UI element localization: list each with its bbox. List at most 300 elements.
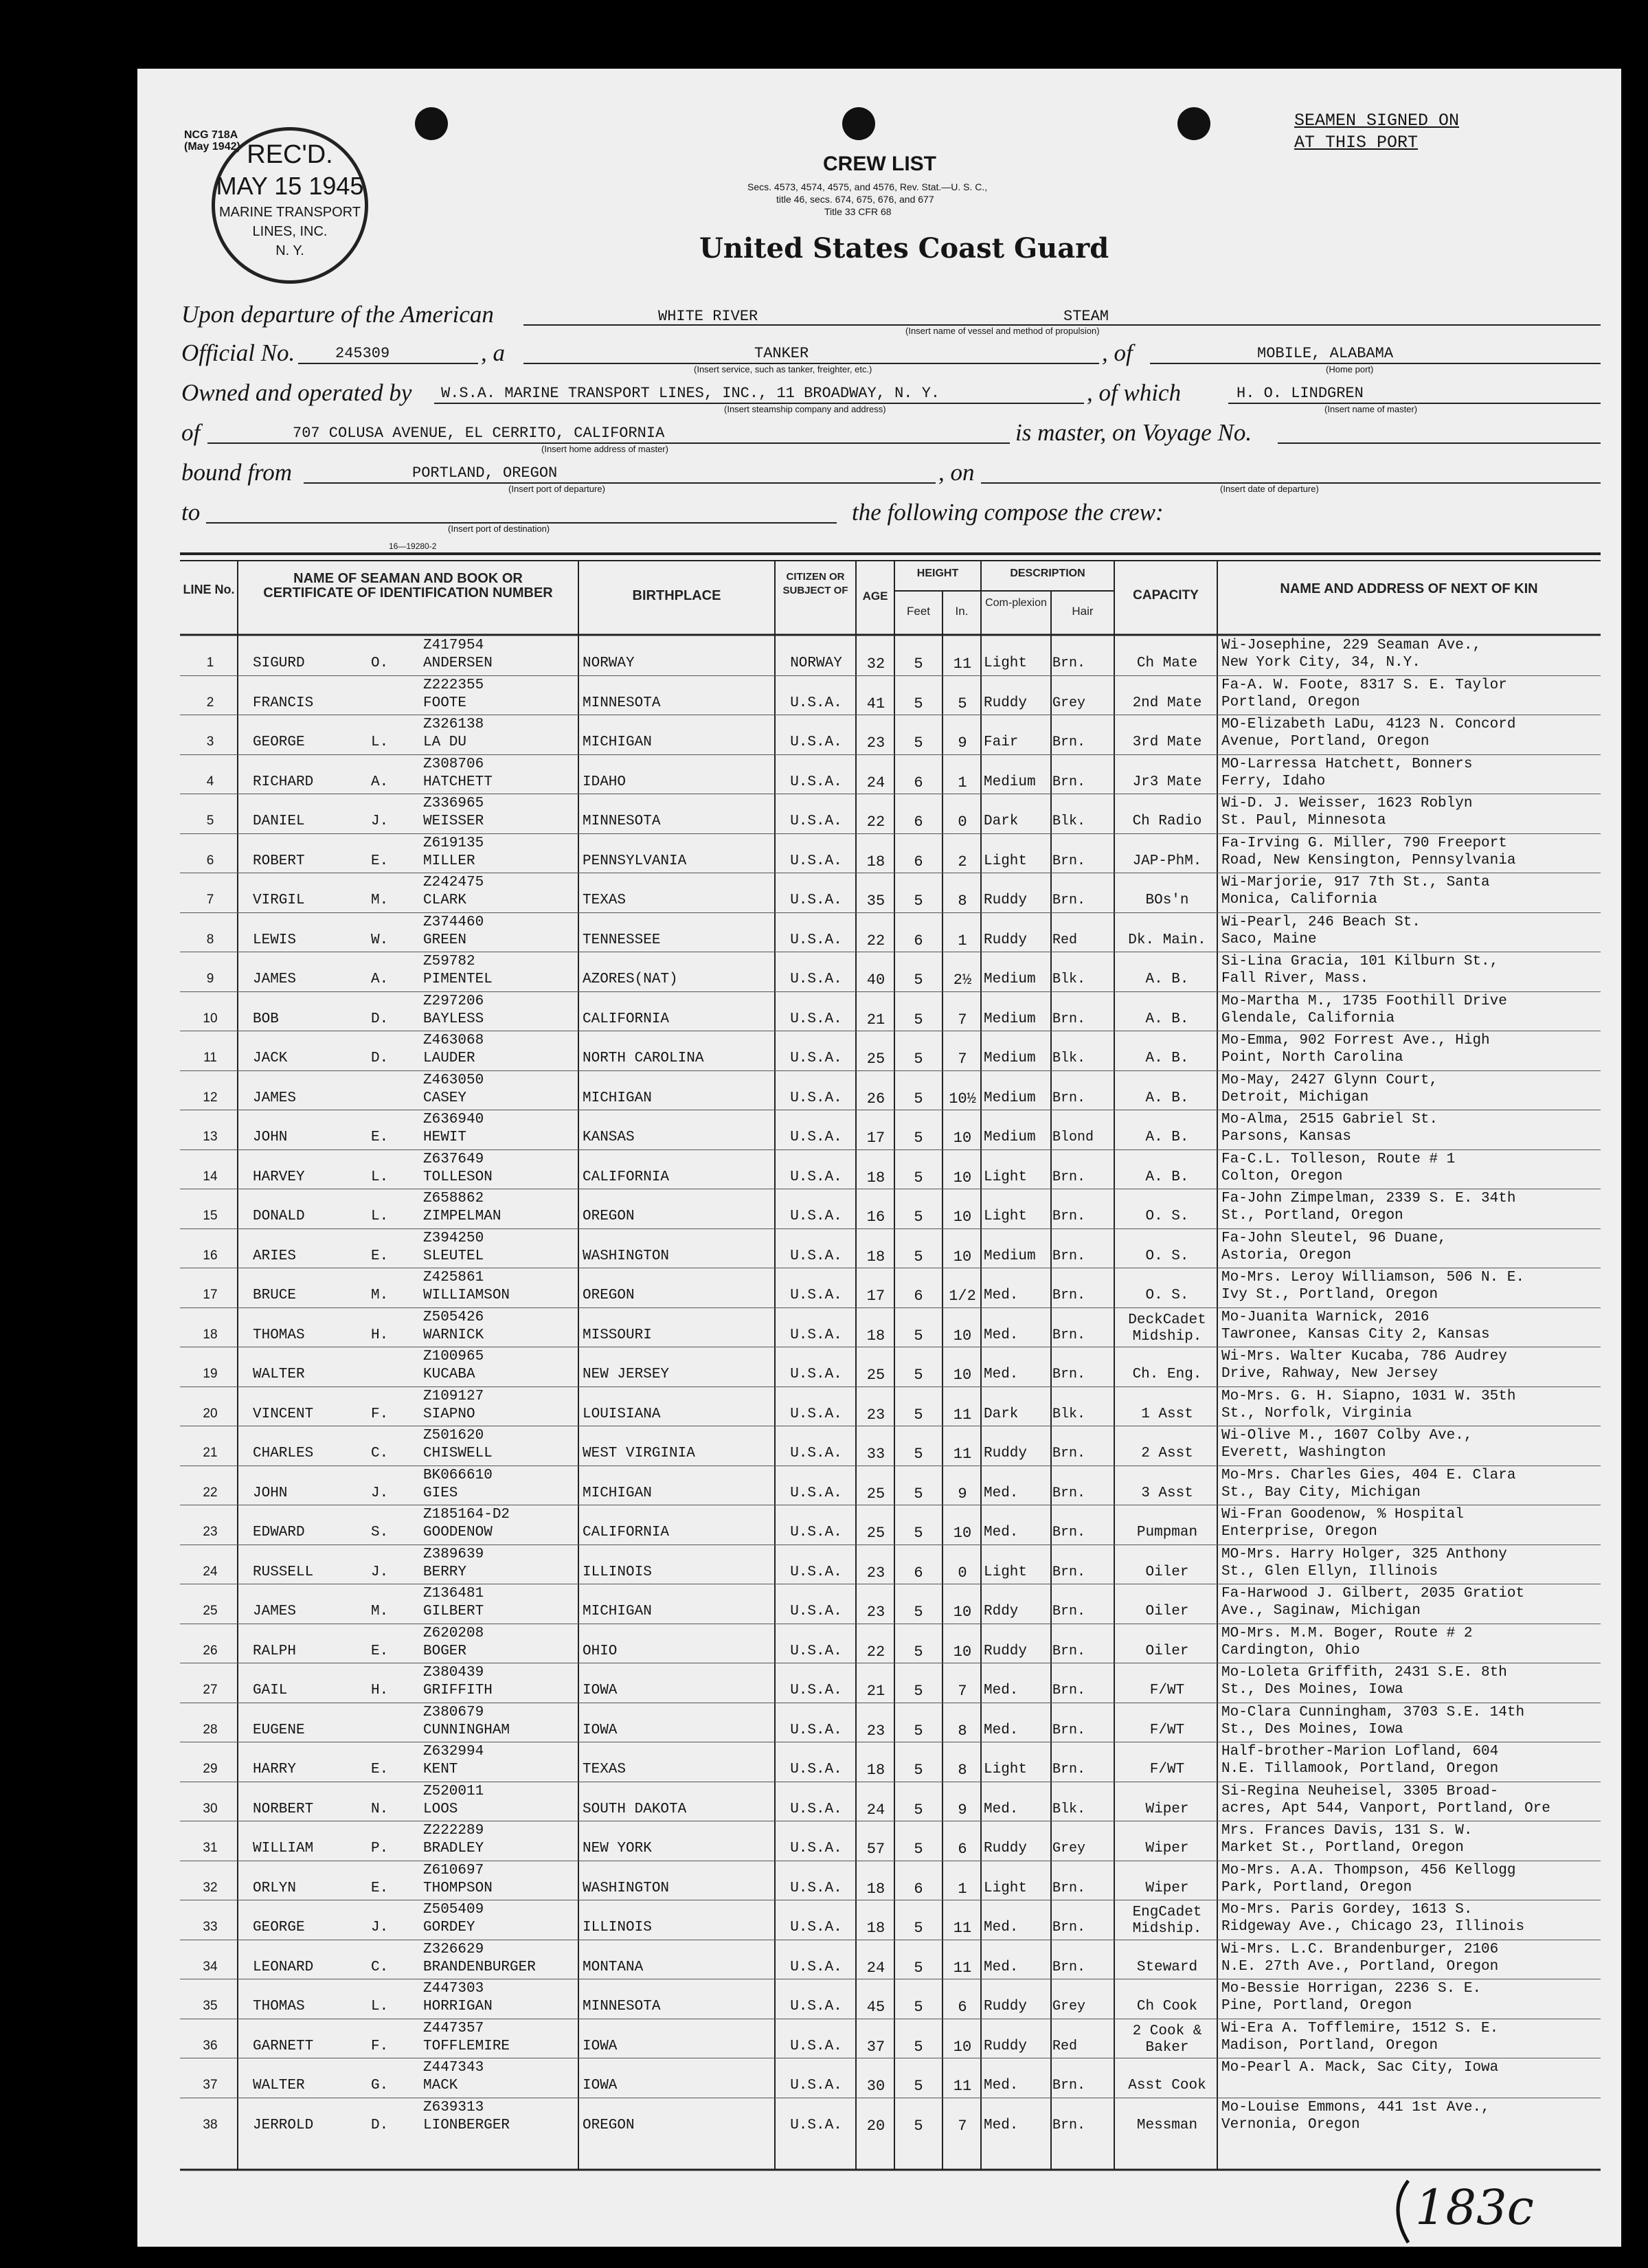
cell-age: 24: [866, 1959, 885, 1977]
cell-cert: Z394250: [423, 1230, 484, 1246]
cell-mid: M.: [371, 892, 389, 908]
cell-kin2: Ivy St., Portland, Oregon: [1221, 1287, 1438, 1303]
statutes-line-1: Secs. 4573, 4574, 4575, and 4576, Rev. Stat.—U. S. C.,: [747, 181, 988, 192]
cell-mid: D.: [371, 1051, 389, 1066]
hint-departure-port: (Insert port of departure): [508, 484, 605, 494]
cell-age: 22: [866, 932, 885, 950]
cell-complexion: Light: [984, 1169, 1028, 1185]
cell-citizen: U.S.A.: [790, 1011, 842, 1027]
cell-feet: 6: [914, 932, 923, 950]
cell-capacity: F/WT: [1149, 1722, 1185, 1738]
cell-last: SIAPNO: [423, 1406, 475, 1422]
cell-hair: Brn.: [1052, 1525, 1086, 1540]
cell-kin1: Mo-Louise Emmons, 441 1st Ave.,: [1221, 2099, 1490, 2115]
cell-kin1: Si-Lina Gracia, 101 Kilburn St.,: [1221, 954, 1499, 969]
cell-feet: 5: [914, 1327, 923, 1345]
cell-citizen: U.S.A.: [790, 1169, 842, 1185]
cell-birthplace: WASHINGTON: [583, 1880, 670, 1896]
cell-citizen: U.S.A.: [790, 1643, 842, 1659]
print-code: 16—19280-2: [389, 541, 437, 551]
cell-feet: 5: [914, 1248, 923, 1266]
cell-capacity: Ch Cook: [1136, 1999, 1198, 2014]
cell-mid: E.: [371, 1762, 389, 1777]
cell-kin2: Parsons, Kansas: [1221, 1129, 1352, 1145]
cell-cert: Z308706: [423, 756, 484, 772]
cell-birthplace: NEW JERSEY: [583, 1367, 670, 1382]
cell-birthplace: MINNESOTA: [583, 1999, 661, 2014]
cell-kin2: acres, Apt 544, Vanport, Portland, Ore: [1221, 1800, 1550, 1817]
cell-mid: M.: [371, 1604, 389, 1619]
cell-hair: Brn.: [1052, 1485, 1086, 1501]
cell-inches: 2½: [953, 972, 972, 989]
cell-kin1: Wi-Era A. Tofflemire, 1512 S. E.: [1221, 2020, 1499, 2036]
cell-line: 34: [203, 1959, 218, 1974]
cell-birthplace: MONTANA: [583, 1959, 644, 1975]
cell-birthplace: MINNESOTA: [583, 695, 661, 711]
cell-kin2: N.E. 27th Ave., Portland, Oregon: [1221, 1958, 1499, 1975]
cell-feet: 5: [914, 1604, 923, 1621]
cell-age: 18: [866, 1248, 885, 1266]
cell-age: 37: [866, 2038, 885, 2056]
cell-hair: Brn.: [1052, 1367, 1086, 1382]
row-divider: [180, 675, 1601, 676]
cell-inches: 7: [958, 1683, 967, 1700]
cell-age: 18: [866, 1880, 885, 1898]
cell-age: 18: [866, 1327, 885, 1345]
cell-inches: 7: [958, 2117, 967, 2135]
cell-line: 33: [203, 1920, 218, 1934]
cell-first: JAMES: [253, 1604, 297, 1619]
cell-last: ANDERSEN: [423, 655, 493, 671]
cell-inches: 0: [958, 813, 967, 831]
cell-capacity: A. B.: [1145, 1011, 1189, 1027]
cell-mid: M.: [371, 1288, 389, 1303]
cell-line: 30: [203, 1801, 218, 1816]
cell-mid: D.: [371, 2117, 389, 2133]
cell-feet: 6: [914, 1288, 923, 1305]
cell-birthplace: MICHIGAN: [583, 1090, 652, 1106]
cell-age: 30: [866, 2078, 885, 2095]
cell-capacity: A. B.: [1145, 1169, 1189, 1185]
header-feet: Feet: [906, 605, 931, 618]
cell-kin2: Drive, Rahway, New Jersey: [1221, 1366, 1438, 1382]
cell-last: GILBERT: [423, 1604, 484, 1619]
cell-mid: A.: [371, 972, 389, 987]
label-of-which: , of which: [1087, 379, 1182, 406]
cell-birthplace: MINNESOTA: [583, 813, 661, 829]
cell-kin1: Mo-Alma, 2515 Gabriel St.: [1221, 1112, 1438, 1127]
cell-kin2: St., Portland, Oregon: [1221, 1208, 1403, 1224]
cell-cert: Z505409: [423, 1902, 484, 1918]
cell-line: 26: [203, 1643, 218, 1658]
cell-kin2: Astoria, Oregon: [1221, 1247, 1352, 1264]
cell-complexion: Ruddy: [984, 2038, 1028, 2054]
cell-complexion: Medium: [984, 1051, 1036, 1066]
cell-hair: Blk.: [1052, 1051, 1086, 1066]
cell-capacity: Ch Mate: [1136, 655, 1198, 671]
cell-first: ORLYN: [253, 1880, 297, 1896]
cell-birthplace: TENNESSEE: [583, 932, 661, 948]
hint-destination: (Insert port of destination): [448, 524, 550, 534]
cell-capacity: Pumpman: [1136, 1525, 1198, 1540]
cell-birthplace: MICHIGAN: [583, 734, 652, 750]
cell-birthplace: NORTH CAROLINA: [583, 1051, 704, 1066]
cell-age: 25: [866, 1485, 885, 1503]
cell-cert: Z326138: [423, 717, 484, 732]
cell-citizen: U.S.A.: [790, 1209, 842, 1224]
cell-first: THOMAS: [253, 1327, 305, 1343]
cell-capacity: EngCadet Midship.: [1132, 1905, 1202, 1937]
cell-kin2: St., Norfolk, Virginia: [1221, 1405, 1412, 1422]
cell-last: PIMENTEL: [423, 972, 493, 987]
cell-hair: Blk.: [1052, 813, 1086, 829]
cell-complexion: Ruddy: [984, 1643, 1028, 1659]
cell-last: WARNICK: [423, 1327, 484, 1343]
hint-company: (Insert steamship company and address): [724, 404, 886, 414]
cell-age: 23: [866, 734, 885, 752]
cell-hair: Brn.: [1052, 2117, 1086, 2133]
cell-line: 20: [203, 1406, 218, 1421]
cell-birthplace: WASHINGTON: [583, 1248, 670, 1264]
cell-hair: Blk.: [1052, 1801, 1086, 1817]
cell-feet: 5: [914, 1801, 923, 1819]
cell-last: FOOTE: [423, 695, 467, 711]
cell-mid: H.: [371, 1327, 389, 1343]
cell-mid: P.: [371, 1841, 389, 1856]
cell-feet: 5: [914, 695, 923, 712]
cell-kin1: Wi-Olive M., 1607 Colby Ave.,: [1221, 1428, 1473, 1444]
cell-line: 27: [203, 1683, 218, 1697]
cell-capacity: Oiler: [1145, 1564, 1189, 1580]
cell-line: 32: [203, 1880, 218, 1895]
cell-complexion: Med.: [984, 1288, 1019, 1303]
field-bound-from: PORTLAND, OREGON: [412, 464, 558, 482]
statutes-line-3: Title 33 CFR 68: [824, 206, 892, 217]
cell-inches: 5: [958, 695, 967, 712]
cell-complexion: Ruddy: [984, 892, 1028, 908]
cell-kin2: Road, New Kensington, Pennsylvania: [1221, 852, 1516, 868]
cell-feet: 5: [914, 734, 923, 752]
cell-complexion: Med.: [984, 1327, 1019, 1343]
cell-kin1: Wi-Pearl, 246 Beach St.: [1221, 914, 1421, 930]
cell-cert: Z222289: [423, 1823, 484, 1839]
cell-cert: Z100965: [423, 1349, 484, 1365]
cell-complexion: Med.: [984, 1920, 1019, 1935]
cell-last: WILLIAMSON: [423, 1288, 510, 1303]
cell-kin2: Cardington, Ohio: [1221, 1642, 1360, 1659]
cell-complexion: Med.: [984, 1722, 1019, 1738]
header-age: AGE: [862, 590, 888, 603]
cell-line: 8: [206, 932, 214, 947]
cell-inches: 9: [958, 1801, 967, 1819]
cell-complexion: Ruddy: [984, 932, 1028, 948]
cell-age: 17: [866, 1130, 885, 1147]
cell-last: KENT: [423, 1762, 458, 1777]
label-departure: Upon departure of the American: [181, 301, 494, 328]
field-master: H. O. LINDGREN: [1237, 385, 1364, 402]
cell-citizen: NORWAY: [790, 655, 842, 671]
cell-capacity: Asst Cook: [1128, 2078, 1206, 2093]
cell-inches: 1/2: [949, 1288, 976, 1305]
cell-feet: 5: [914, 1051, 923, 1068]
cell-complexion: Med.: [984, 2078, 1019, 2093]
cell-mid: N.: [371, 1801, 389, 1817]
cell-citizen: U.S.A.: [790, 1327, 842, 1343]
cell-birthplace: IOWA: [583, 2078, 618, 2093]
cell-inches: 2: [958, 853, 967, 871]
cell-kin1: Wi-Fran Goodenow, % Hospital: [1221, 1507, 1464, 1523]
cell-kin1: Mo-Juanita Warnick, 2016: [1221, 1309, 1430, 1325]
cell-hair: Brn.: [1052, 1011, 1086, 1027]
label-official-no: Official No.: [181, 339, 295, 366]
cell-inches: 1: [958, 1880, 967, 1898]
cell-kin2: New York City, 34, N.Y.: [1221, 655, 1421, 671]
cell-mid: F.: [371, 1406, 389, 1422]
cell-birthplace: LOUISIANA: [583, 1406, 661, 1422]
cell-complexion: Medium: [984, 1090, 1036, 1106]
cell-age: 24: [866, 1801, 885, 1819]
cell-cert: Z658862: [423, 1191, 484, 1206]
row-divider: [180, 1228, 1601, 1229]
form-title: CREW LIST: [823, 153, 936, 175]
cell-hair: Brn.: [1052, 1604, 1086, 1619]
cell-feet: 5: [914, 1209, 923, 1226]
cell-birthplace: OREGON: [583, 1209, 635, 1224]
cell-cert: Z297206: [423, 993, 484, 1009]
cell-kin2: Vernonia, Oregon: [1221, 2116, 1360, 2133]
cell-age: 21: [866, 1011, 885, 1029]
cell-kin1: Fa-John Sleutel, 96 Duane,: [1221, 1230, 1447, 1246]
cell-age: 35: [866, 892, 885, 910]
cell-capacity: F/WT: [1149, 1683, 1185, 1698]
cell-cert: Z620208: [423, 1625, 484, 1641]
cell-first: BOB: [253, 1011, 279, 1027]
cell-citizen: U.S.A.: [790, 1604, 842, 1619]
cell-first: JOHN: [253, 1130, 288, 1145]
cell-complexion: Ruddy: [984, 1841, 1028, 1856]
cell-feet: 6: [914, 774, 923, 791]
cell-kin1: Fa-Harwood J. Gilbert, 2035 Gratiot: [1221, 1586, 1525, 1602]
cell-birthplace: CALIFORNIA: [583, 1169, 670, 1185]
cell-mid: E.: [371, 1130, 389, 1145]
cell-inches: 7: [958, 1051, 967, 1068]
cell-birthplace: PENNSYLVANIA: [583, 853, 687, 869]
cell-birthplace: NORWAY: [583, 655, 635, 671]
cell-hair: Brn.: [1052, 1880, 1086, 1896]
cell-hair: Grey: [1052, 695, 1086, 711]
field-propulsion: STEAM: [1063, 308, 1109, 325]
cell-feet: 5: [914, 1683, 923, 1700]
cell-line: 11: [203, 1051, 217, 1065]
header-complexion: Com-plexion: [985, 597, 1047, 609]
cell-kin1: Half-brother-Marion Lofland, 604: [1221, 1744, 1499, 1760]
cell-citizen: U.S.A.: [790, 1683, 842, 1698]
row-divider: [180, 1070, 1601, 1071]
cell-kin1: Mo-Martha M., 1735 Foothill Drive: [1221, 993, 1507, 1009]
field-owner: W.S.A. MARINE TRANSPORT LINES, INC., 11 BROADWAY, N. Y.: [441, 385, 940, 402]
cell-first: SIGURD: [253, 655, 305, 671]
cell-first: BRUCE: [253, 1288, 297, 1303]
cell-citizen: U.S.A.: [790, 813, 842, 829]
cell-kin2: Pine, Portland, Oregon: [1221, 1998, 1412, 2014]
cell-mid: A.: [371, 774, 389, 790]
cell-birthplace: OREGON: [583, 1288, 635, 1303]
cell-age: 45: [866, 1999, 885, 2016]
cell-feet: 6: [914, 1880, 923, 1898]
cell-feet: 5: [914, 1367, 923, 1384]
cell-age: 40: [866, 972, 885, 989]
cell-last: TOFFLEMIRE: [423, 2038, 510, 2054]
cell-line: 18: [203, 1327, 218, 1342]
label-on: , on: [938, 459, 975, 486]
cell-birthplace: IDAHO: [583, 774, 627, 790]
cell-kin1: MO-Mrs. Harry Holger, 325 Anthony: [1221, 1546, 1507, 1562]
cell-citizen: U.S.A.: [790, 1722, 842, 1738]
cell-line: 9: [206, 972, 214, 986]
cell-complexion: Fair: [984, 734, 1019, 750]
cell-capacity: Oiler: [1145, 1604, 1189, 1619]
cell-inches: 11: [953, 1959, 972, 1977]
cell-cert: Z380439: [423, 1665, 484, 1681]
cell-line: 10: [203, 1011, 218, 1026]
header-capacity: CAPACITY: [1133, 588, 1199, 603]
cell-capacity: Oiler: [1145, 1643, 1189, 1659]
cell-capacity: Wiper: [1145, 1801, 1189, 1817]
cell-feet: 5: [914, 2038, 923, 2056]
cell-feet: 6: [914, 853, 923, 871]
cell-capacity: 3rd Mate: [1132, 734, 1202, 750]
cell-kin1: Wi-Josephine, 229 Seaman Ave.,: [1221, 638, 1482, 653]
row-divider: [180, 1149, 1601, 1150]
cell-hair: Brn.: [1052, 1288, 1086, 1303]
cell-last: LIONBERGER: [423, 2117, 510, 2133]
cell-feet: 5: [914, 1959, 923, 1977]
cell-kin1: Mo-Mrs. A.A. Thompson, 456 Kellogg: [1221, 1862, 1516, 1878]
cell-complexion: Light: [984, 655, 1028, 671]
cell-cert: Z222355: [423, 677, 484, 693]
cell-first: GARNETT: [253, 2038, 314, 2054]
cell-cert: Z374460: [423, 914, 484, 930]
cell-kin1: MO-Elizabeth LaDu, 4123 N. Concord: [1221, 717, 1516, 732]
cell-mid: C.: [371, 1959, 389, 1975]
field-vessel-name: WHITE RIVER: [658, 308, 758, 325]
cell-age: 26: [866, 1090, 885, 1108]
cell-citizen: U.S.A.: [790, 2038, 842, 2054]
cell-complexion: Medium: [984, 972, 1036, 987]
cell-complexion: Med.: [984, 1683, 1019, 1698]
cell-feet: 5: [914, 1090, 923, 1108]
cell-last: CLARK: [423, 892, 467, 908]
cell-kin2: Monica, California: [1221, 892, 1377, 908]
cell-mid: E.: [371, 1643, 389, 1659]
label-bound-from: bound from: [181, 459, 293, 486]
cell-inches: 10: [953, 1130, 972, 1147]
cell-capacity: Wiper: [1145, 1841, 1189, 1856]
hint-master-address: (Insert home address of master): [541, 444, 668, 454]
cell-age: 18: [866, 1762, 885, 1779]
cell-kin2: Detroit, Michigan: [1221, 1089, 1369, 1105]
cell-birthplace: AZORES(NAT): [583, 972, 678, 987]
hint-home-port: (Home port): [1326, 364, 1374, 374]
cell-complexion: Ruddy: [984, 1446, 1028, 1461]
cell-hair: Brn.: [1052, 1169, 1086, 1185]
cell-birthplace: SOUTH DAKOTA: [583, 1801, 687, 1817]
cell-inches: 10: [953, 1643, 972, 1661]
header-description: DESCRIPTION: [1010, 568, 1085, 579]
cell-line: 2: [206, 695, 214, 710]
cell-cert: Z619135: [423, 835, 484, 851]
label-compose: the following compose the crew:: [852, 499, 1164, 526]
cell-citizen: U.S.A.: [790, 1525, 842, 1540]
cell-kin1: Wi-Mrs. L.C. Brandenburger, 2106: [1221, 1941, 1499, 1957]
cell-last: LOOS: [423, 1801, 458, 1817]
cell-inches: 10: [953, 1327, 972, 1345]
cell-line: 14: [203, 1169, 218, 1184]
cell-cert: Z389639: [423, 1546, 484, 1562]
cell-inches: 6: [958, 1999, 967, 2016]
cell-hair: Brn.: [1052, 1446, 1086, 1461]
cell-birthplace: OHIO: [583, 1643, 618, 1659]
cell-citizen: U.S.A.: [790, 1051, 842, 1066]
cell-line: 21: [203, 1446, 218, 1460]
cell-inches: 10: [953, 1169, 972, 1187]
field-master-address: 707 COLUSA AVENUE, EL CERRITO, CALIFORNIA: [293, 425, 665, 442]
cell-inches: 11: [953, 1920, 972, 1937]
cell-kin2: St., Bay City, Michigan: [1221, 1484, 1421, 1501]
header-next-of-kin: NAME AND ADDRESS OF NEXT OF KIN: [1280, 581, 1538, 596]
cell-citizen: U.S.A.: [790, 734, 842, 750]
cell-kin2: Portland, Oregon: [1221, 694, 1360, 710]
cell-first: JOHN: [253, 1485, 288, 1501]
cell-last: CUNNINGHAM: [423, 1722, 510, 1738]
cell-line: 13: [203, 1130, 218, 1144]
cell-inches: 0: [958, 1564, 967, 1582]
cell-citizen: U.S.A.: [790, 1762, 842, 1777]
cell-inches: 10½: [949, 1090, 976, 1108]
cell-age: 18: [866, 1169, 885, 1187]
cell-kin1: Wi-Mrs. Walter Kucaba, 786 Audrey: [1221, 1349, 1507, 1365]
cell-feet: 5: [914, 1485, 923, 1503]
cell-kin1: Mo-Emma, 902 Forrest Ave., High: [1221, 1033, 1490, 1048]
cell-feet: 5: [914, 1011, 923, 1029]
cell-capacity: A. B.: [1145, 1090, 1189, 1106]
cell-kin2: St., Glen Ellyn, Illinois: [1221, 1563, 1438, 1580]
cell-hair: Blond: [1052, 1130, 1094, 1145]
cell-first: CHARLES: [253, 1446, 314, 1461]
cell-inches: 9: [958, 1485, 967, 1503]
cell-capacity: Dk. Main.: [1128, 932, 1206, 948]
cell-citizen: U.S.A.: [790, 972, 842, 987]
cell-last: KUCABA: [423, 1367, 475, 1382]
cell-last: MACK: [423, 2078, 458, 2093]
cell-kin1: Fa-Irving G. Miller, 790 Freeport: [1221, 835, 1507, 851]
cell-mid: J.: [371, 1485, 389, 1501]
cell-line: 31: [203, 1841, 218, 1855]
cell-complexion: Med.: [984, 1525, 1019, 1540]
cell-age: 24: [866, 774, 885, 791]
cell-complexion: Med.: [984, 2117, 1019, 2133]
hint-service: (Insert service, such as tanker, freighter, etc.): [694, 364, 872, 374]
cell-citizen: U.S.A.: [790, 1288, 842, 1303]
cell-kin1: Mo-Mrs. Paris Gordey, 1613 S.: [1221, 1902, 1473, 1918]
cell-kin2: Park, Portland, Oregon: [1221, 1879, 1412, 1896]
header-name: NAME OF SEAMAN AND BOOK OR CERTIFICATE OF IDENTIFICATION NUMBER: [263, 571, 553, 600]
cell-kin2: St. Paul, Minnesota: [1221, 813, 1386, 829]
cell-citizen: U.S.A.: [790, 1959, 842, 1975]
cell-birthplace: CALIFORNIA: [583, 1525, 670, 1540]
cell-first: WALTER: [253, 1367, 305, 1382]
cell-inches: 6: [958, 1841, 967, 1858]
